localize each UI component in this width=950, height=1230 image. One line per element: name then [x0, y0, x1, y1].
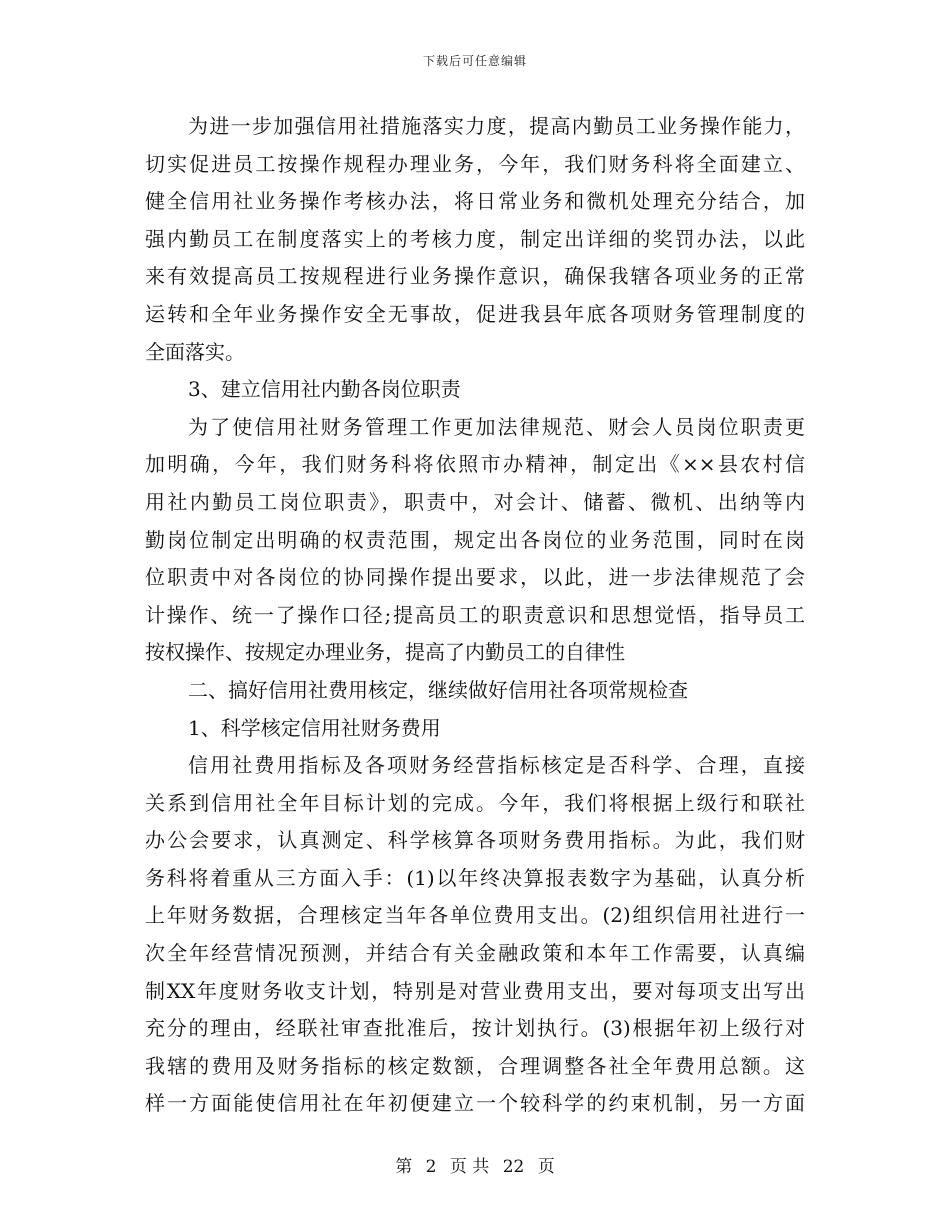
footer-suffix: 页: [537, 1157, 555, 1177]
text-line: 按权操作、按规定办理业务，提高了内勤员工的自律性: [145, 640, 625, 665]
text-line: 位职责中对各岗位的协同操作提出要求，以此，进一步法律规范了会: [145, 565, 805, 590]
text-line: 切实促进员工按操作规程办理业务，今年，我们财务科将全面建立、: [145, 151, 805, 176]
text-line: 全面落实。: [145, 339, 245, 364]
text-line: 健全信用社业务操作考核办法，将日常业务和微机处理充分结合，加: [145, 189, 805, 214]
document-body: [145, 108, 805, 1123]
text-line: 制XX年度财务收支计划，特别是对营业费用支出，要对每项支出写出: [145, 978, 805, 1003]
footer-current-page: 2: [425, 1157, 437, 1177]
text-line: 二、搞好信用社费用核定，继续做好信用社各项常规检查: [188, 677, 688, 702]
text-line: 为了使信用社财务管理工作更加法律规范、财会人员岗位职责更: [188, 414, 805, 439]
text-line: 办公会要求，认真测定、科学核算各项财务费用指标。为此，我们财: [145, 828, 805, 853]
text-line: 我辖的费用及财务指标的核定数额，合理调整各社全年费用总额。这: [145, 1053, 805, 1078]
text-line: 务科将着重从三方面入手：(1)以年终决算报表数字为基础，认真分析: [145, 865, 805, 890]
text-line: 为进一步加强信用社措施落实力度，提高内勤员工业务操作能力，: [188, 114, 805, 138]
text-line: 强内勤员工在制度落实上的考核力度，制定出详细的奖罚办法，以此: [145, 226, 805, 251]
text-line: 上年财务数据，合理核定当年各单位费用支出。(2)组织信用社进行一: [145, 903, 805, 928]
text-line: 样一方面能使信用社在年初便建立一个较科学的约束机制，另一方面: [145, 1091, 805, 1116]
text-line: 1、科学核定信用社财务费用: [188, 715, 441, 740]
text-line: 来有效提高员工按规程进行业务操作意识，确保我辖各项业务的正常: [145, 264, 805, 289]
text-line: 信用社费用指标及各项财务经营指标核定是否科学、合理，直接: [188, 753, 805, 778]
footer-total-pages: 22: [502, 1157, 525, 1177]
text-line: 关系到信用社全年目标计划的完成。今年，我们将根据上级行和联社: [145, 790, 805, 815]
page-header: 下载后可任意编辑: [422, 54, 527, 68]
text-line: 勤岗位制定出明确的权责范围，规定出各岗位的业务范围，同时在岗: [145, 527, 805, 552]
text-line: 加明确，今年，我们财务科将依照市办精神，制定出《××县农村信: [145, 452, 805, 477]
text-line: 计操作、统一了操作口径;提高员工的职责意识和思想觉悟，指导员工: [145, 602, 805, 627]
footer-prefix: 第: [395, 1157, 413, 1177]
footer-middle: 页 共: [449, 1157, 490, 1177]
text-line: 用社内勤员工岗位职责》，职责中，对会计、储蓄、微机、出纳等内: [145, 489, 805, 514]
text-line: 3、建立信用社内勤各岗位职责: [188, 377, 461, 402]
text-line: 次全年经营情况预测，并结合有关金融政策和本年工作需要，认真编: [145, 941, 805, 966]
text-line: 充分的理由，经联社审查批准后，按计划执行。(3)根据年初上级行对: [145, 1016, 805, 1041]
text-line: 运转和全年业务操作安全无事故，促进我县年底各项财务管理制度的: [145, 301, 805, 326]
page-footer: [0, 1152, 950, 1177]
